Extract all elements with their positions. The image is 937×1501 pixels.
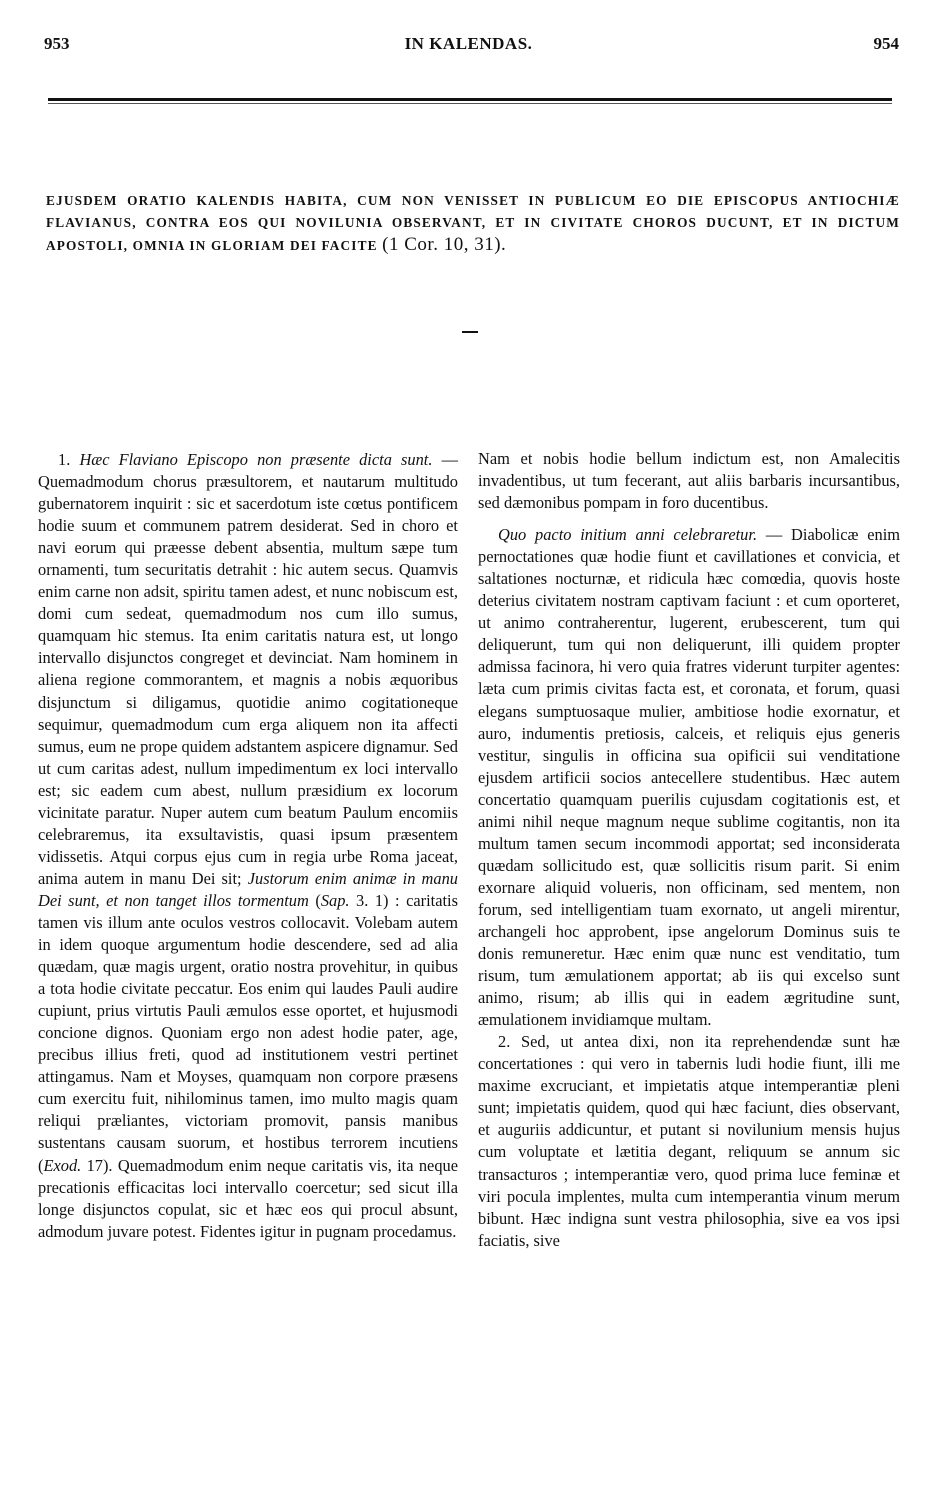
scripture-ref-num: 3. 1) :	[349, 890, 407, 910]
left-column	[38, 449, 458, 1243]
ref-open: (	[308, 890, 321, 910]
scripture-quote: Justorum enim animæ in manu Dei sunt, et non tanget illos tormentum	[38, 868, 458, 910]
oration-title-text: EJUSDEM ORATIO KALENDIS HABITA, CUM NON VENISSET IN PUBLICUM EO DIE EPISCOPUS ANTIOCHIÆ FLAVIANUS, CONTRA EOS QUI NOVILUNIA OBSERVANT, ET IN CIVITATE CHOROS DUCUNT, ET IN DICTUM APOSTOLI, OMNIA IN GLORIAM DEI FACITE	[46, 193, 900, 253]
paragraph-text: caritatis tamen vis illum ante oculos vestros collocavit. Volebam autem in idem quoque argumentum hodie descendere, sed ad alia quædam, quæ magis urgent, oratio nostra provehitur, in quibus a tota hodie civitate peccatur. Eos enim qui laudes Pauli audire cupiunt, prius virtutis Pauli æmulos esse oportet, et hujusmodi concione dignos. Quoniam ergo non adest hodie pater, age, precibus illius freti, quod ad institutionem vestri pertinet attingamus. Nam et Moyses, quamquam non corpore præsens cum exercitu fuit, nihilominus tamen, imo multo magis quam reliqui præliantes, victoriam promovit, pansis manibus sustentans causam suorum, et hostibus terrorem incutiens (	[38, 890, 458, 1175]
paragraph-section	[478, 524, 900, 1031]
paragraph-heading: Quo pacto initium anni celebraretur.	[498, 525, 758, 545]
paragraph-text: Sed, ut antea dixi, non ita reprehendendæ sunt hæ concertationes : qui vero in tabernis ludi hodie fiunt, illi me maxime excruciant, et impietatis atque intemperantiæ pleni sunt; impietatis quidem, quod qui hæc faciunt, dies observant, et auguriis addicuntur, et putant si novilunium mensis hujus cum voluptate et lætitia degant, reliquum se annum sic transacturos ; intemperantiæ vero, quod prima luce feminæ et viri pocula implentes, multa cum intemperantia vinum merum bibunt. Hæc indigna sunt vestra philosophia, sive ea vos ipsi faciatis, sive	[478, 1032, 900, 1250]
paragraph-text: Quemadmodum enim neque caritatis vis, ita neque precationis efficacitas loci intervallo coercetur; sed sicut illa longe disjunctos copulat, sic et hæc eos qui procul absunt, admodum juvare potest. Fidentes igitur in pugnam procedamus.	[38, 1155, 458, 1241]
paragraph-2	[478, 1031, 900, 1251]
page-number-left: 953	[44, 34, 70, 53]
header-rule-thin	[48, 103, 892, 104]
paragraph-1	[38, 449, 458, 1243]
paragraph-number: 2.	[498, 1032, 511, 1052]
oration-title-reference: (1 Cor. 10, 31).	[382, 234, 507, 255]
header-rule	[48, 98, 892, 101]
scripture-ref: Exod.	[43, 1155, 82, 1175]
oration-title	[46, 190, 900, 257]
paragraph-heading: Hæc Flaviano Episcopo non præsente dicta sunt.	[79, 450, 433, 469]
paragraph-number: 1.	[58, 450, 71, 469]
page-header	[0, 34, 937, 58]
heading-dash: —	[757, 525, 792, 545]
scripture-ref-num: 17).	[81, 1155, 118, 1175]
paragraph-text: Diabolicæ enim pernoctationes quæ hodie fiunt et cavillationes et convicia, et saltationes nocturnæ, et ridicula hæc comœdia, quovis hoste deterius civitatem nostram captivam faciunt : et cum oporteret, ut animo contraherentur, lugerent, erubescerent, tum qui deliquerunt, tum qui non deliquerunt, illi quidem propter admissa facinora, hi vero quia fratres viderunt turpiter agentes: læta cum primis civitas facta est, et coronata, et forum, quasi elegans sumptuosaque mulier, ambitiose hodie exornatur, et auro, indumentis pretiosis, calceis, et reliquis ejus generis vestitur, singulis in officina sua opificii sui venditatione ejusdem artificii socios antecellere studentibus. Hæc autem concertatio quamquam puerilis cujusdam cogitationis est, et animi nihil neque magnum neque sublime cogitantis, non ita multum tamen secum incommodi apportat; sed inconsiderata quædam sollicitudo est, quæ sollicitis risum parit. Si enim exornare aliquid volueris, non officinam, sed mentem, non forum, sed intelligentiam tuam exornato, ut angeli mirentur, archangeli hoc approbent, ipse angelorum Dominus suis te donis remuneretur. Hæc enim quæ nunc est venditatio, tum risum, tum æmulationem apportat; ab iis qui excelso sunt animo, risum; ab illis qui in eadem ægritudine sunt, æmulationem invidiamque multam.	[478, 525, 900, 1030]
paragraph-1-continued: Nam et nobis hodie bellum indictum est, non Amalecitis invadentibus, ut tum fecerant, aut aliis barbaris incursantibus, sed dæmonibus pompam in foro ducentibus.	[478, 449, 900, 513]
running-title: IN KALENDAS.	[404, 34, 533, 53]
heading-dash: —	[432, 450, 458, 469]
right-column	[478, 448, 900, 1252]
scripture-ref: Sap.	[320, 890, 350, 910]
paragraph-text: Quemadmodum chorus præsultorem, et nautarum multitudo gubernatorem inquirit : sic et sacerdotum iste cœtus pontificem hodie suum et communem patrem desiderat. Sed in choro et navi eorum qui præesse debent absentia, multum sæpe tum ornamenti, tum securitatis detrahit : hic autem secus. Quamvis enim carne non adsit, spiritu tamen adest, et nunc nobiscum est, domi cum sedeat, quemadmodum nos cum illo sumus, quamquam hic stemus. Ita enim caritatis natura est, ut longo intervallo disjunctos congreget et devinciat. Nam hominem in aliena regione commorantem, et magnis a nobis æquoribus disjunctum si diligamus, quotidie animo cogitationeque sequimur, quemadmodum cum erga aliquem non ita affecti sumus, eum ne prope quidem adstantem aspicere dignamur. Sed ut cum caritas adest, nullum impedimentum ex loci intervallo est; sic eadem cum abest, nullum præsidium ex locorum vicinitate paratur. Nuper autem cum beatum Paulum encomiis celebraremus, ita exsultavistis, quasi ipsum præsentem vidissetis. Atqui corpus ejus cum in regia urbe Roma jaceat, anima autem in manu Dei sit;	[38, 472, 458, 888]
page-number-right: 954	[873, 34, 899, 53]
section-divider	[462, 331, 478, 333]
